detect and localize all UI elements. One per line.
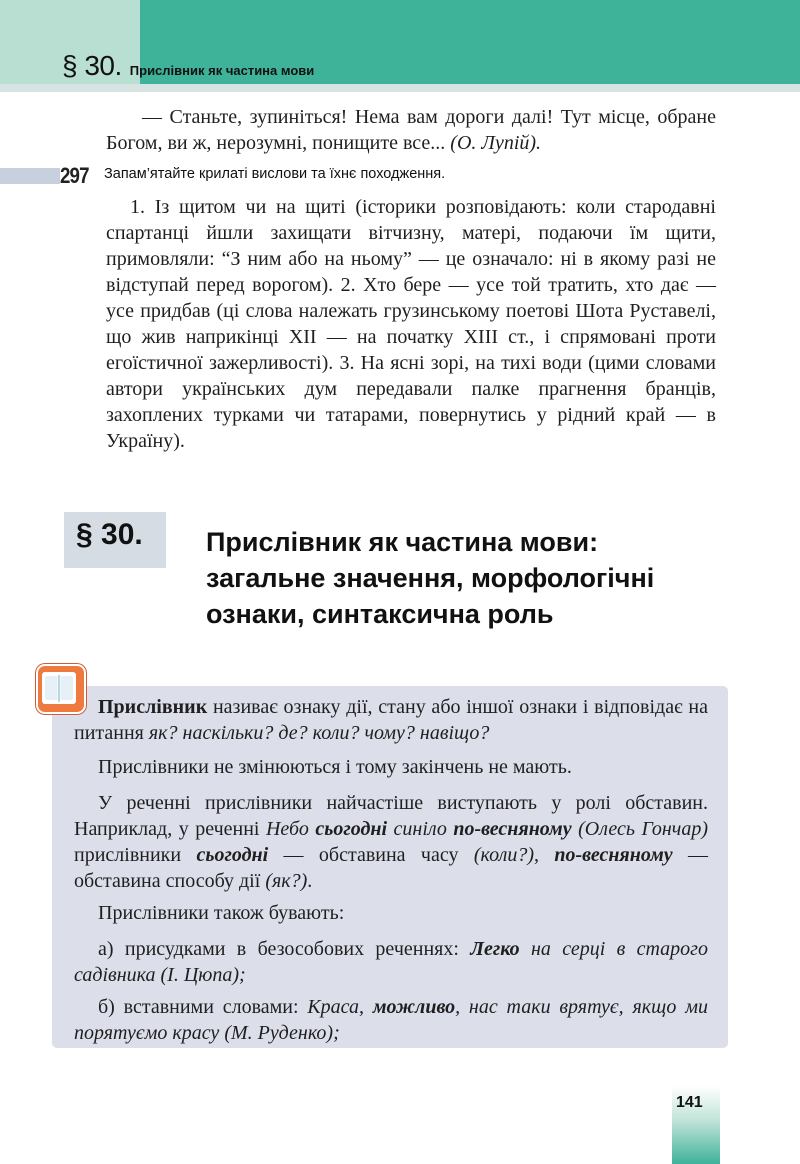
- quote-source: (О. Лупій).: [450, 132, 542, 154]
- quote-paragraph: [106, 104, 716, 156]
- rule-paragraph-unchanging: Прислівники не змінюються і тому закінчень не мають.: [98, 756, 572, 778]
- section-title: [206, 524, 654, 632]
- rule-term: Прислівник: [98, 696, 208, 718]
- exercise-task: Запам’ятайте крилаті вислови та їхнє походження.: [104, 166, 446, 182]
- exercise-bar: [0, 168, 60, 184]
- section-title-line-2: загальне значення, морфологічні: [206, 563, 655, 593]
- exercise-number: 297: [60, 163, 89, 188]
- rule-questions: як? наскільки? де? коли? чому? навіщо?: [148, 722, 490, 744]
- running-section-number: § 30.: [62, 50, 122, 81]
- exercise-body: 1. Із щитом чи на щиті (історики розповідають: коли стародавні спартанці йшли захищати вітчизну, матері, подаючи їм щити, примовляли: “З ним або на ньому” — це означало: ні в якому разі не відступай перед ворогом). 2. Хто бере — усе той тратить, хто дає — усе придбав (ці слова належать грузинському поетові Шота Руставелі, що жив наприкінці XII — на початку XIII ст., і спрямовані проти егоїстичної зажерливості). 3. На ясні зорі, на тихі води (цими словами автори українських дум передавали палке прагнення бранців, захоплених турками чи татарами, повернутись у рідний край — в Україну).: [106, 196, 716, 452]
- rule-paragraph-definition: Прислівник називає ознаку дії, стану або іншої ознаки і відповідає на питання як? наскільки? де? коли? чому? навіщо?: [74, 696, 708, 744]
- header-strip: [0, 84, 800, 92]
- rule-paragraph-also: Прислівники також бувають:: [98, 902, 345, 924]
- section-title-line-1: Прислівник як частина мови:: [206, 527, 599, 557]
- running-head: [62, 50, 314, 82]
- section-title-line-3: ознаки, синтаксична роль: [206, 599, 554, 629]
- rule-paragraph-role: У реченні прислівники найчастіше виступають у ролі обставин. Наприклад, у реченні Небо сьогодні синіло по-весняному (Олесь Гончар) прислівники сьогодні — обставина часу (коли?), по-весняному — обставина способу дії (як?).: [74, 792, 709, 892]
- section-number: § 30.: [76, 518, 143, 551]
- rule-paragraph-predicates: а) присудками в безособових реченнях: Легко на серці в старого садівника (І. Цюпа);: [74, 938, 708, 986]
- rule-paragraph-parenthetical: б) вставними словами: Краса, можливо, нас таки врятує, якщо ми порятуємо красу (М. Руденко);: [74, 996, 709, 1044]
- page-number: 141: [676, 1094, 703, 1111]
- running-title: Прислівник як частина мови: [129, 63, 315, 78]
- quote-text: — Станьте, зупиніться! Нема вам дороги далі! Тут місце, обране Богом, ви ж, нерозумні, понищите все...: [106, 106, 716, 154]
